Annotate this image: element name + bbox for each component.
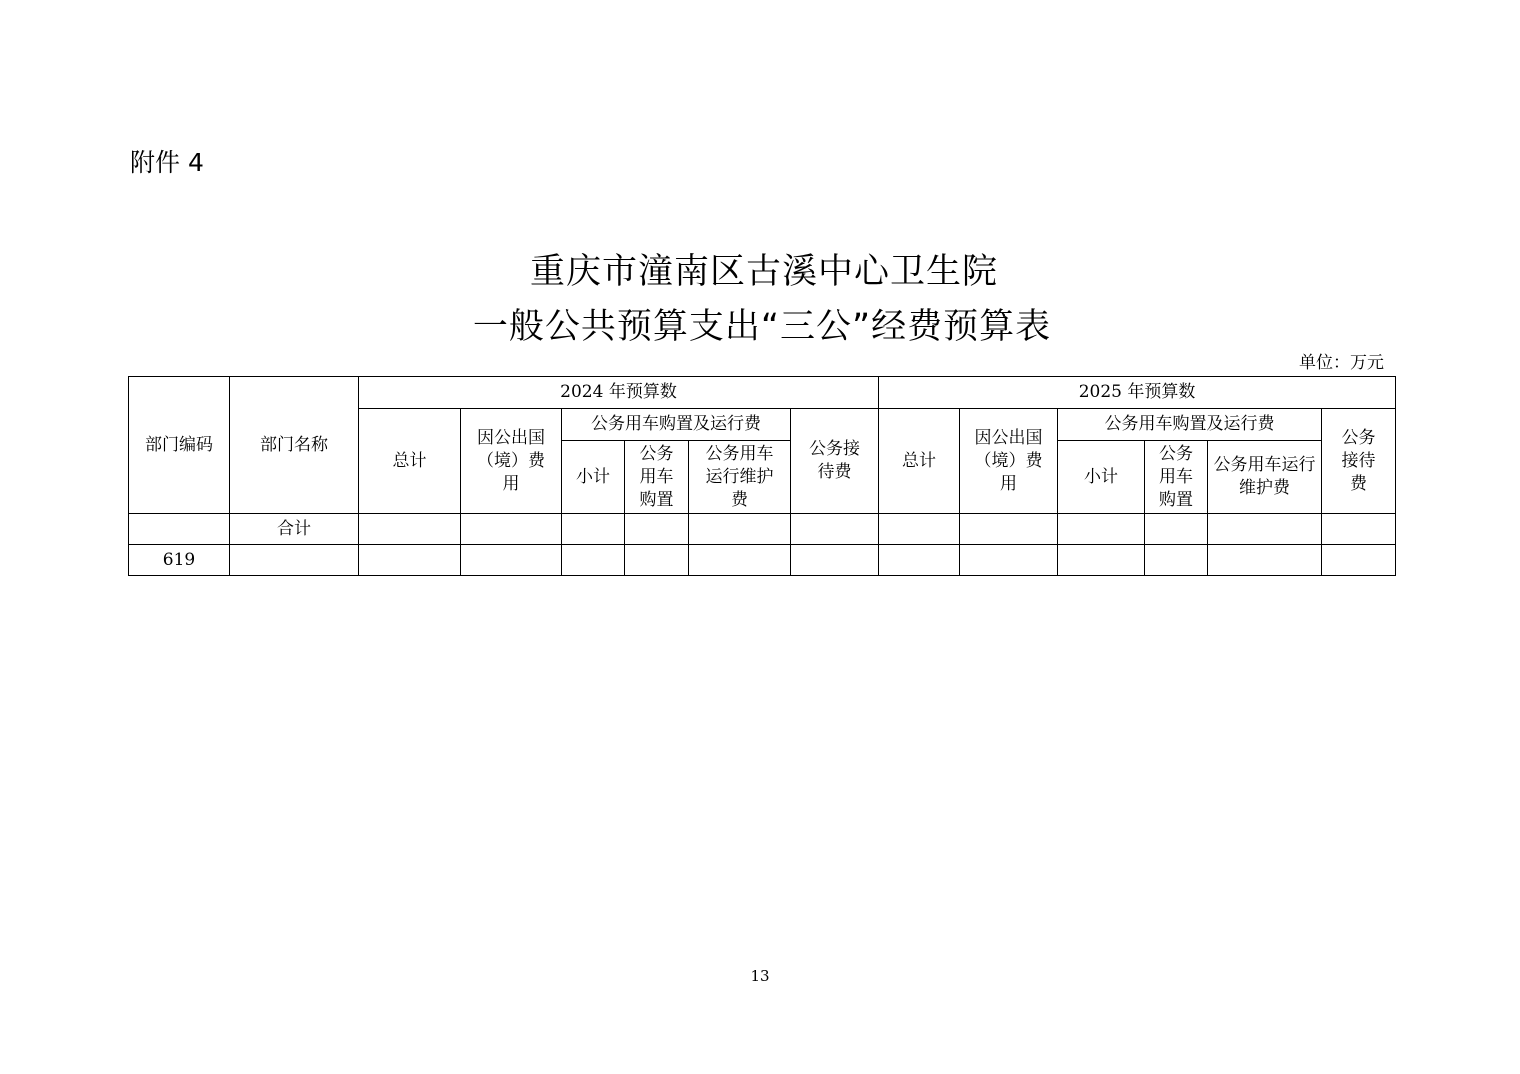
- header-2024-abroad: 因公出国（境）费用: [461, 409, 562, 514]
- table-row: [129, 545, 1396, 576]
- header-2024-vehicle-operation: 公务用车运行维护费: [689, 441, 791, 514]
- document-title-line1: 重庆市潼南区古溪中心卫生院: [529, 252, 998, 292]
- table-cell: [562, 514, 625, 545]
- budget-table: [128, 376, 1396, 576]
- table-cell: [359, 545, 461, 576]
- row-dept-name: 合计: [230, 514, 359, 545]
- header-2025-vehicle-operation: 公务用车运行维护费: [1208, 441, 1322, 514]
- attachment-label: 附件 4: [130, 148, 204, 177]
- table-cell: [1145, 545, 1208, 576]
- header-2025-budget: 2025 年预算数: [879, 377, 1396, 409]
- header-2024-vehicle-group: 公务用车购置及运行费: [562, 409, 791, 441]
- header-2024-subtotal: 小计: [562, 441, 625, 514]
- table-cell: [461, 514, 562, 545]
- row-dept-code: [129, 514, 230, 545]
- header-2025-vehicle-group: 公务用车购置及运行费: [1058, 409, 1322, 441]
- table-cell: [689, 545, 791, 576]
- row-dept-code: 619: [129, 545, 230, 576]
- table-cell: [562, 545, 625, 576]
- header-2024-reception: 公务接待费: [791, 409, 879, 514]
- header-2024-total: 总计: [359, 409, 461, 514]
- table-cell: [960, 514, 1058, 545]
- table-cell: [879, 545, 960, 576]
- header-2024-budget: 2024 年预算数: [359, 377, 879, 409]
- header-2025-subtotal: 小计: [1058, 441, 1145, 514]
- table-cell: [1208, 514, 1322, 545]
- table-row: [129, 514, 1396, 545]
- table-cell: [625, 545, 689, 576]
- page-number: 13: [750, 967, 770, 985]
- table-cell: [1145, 514, 1208, 545]
- row-dept-name: [230, 545, 359, 576]
- header-dept-name: 部门名称: [230, 377, 359, 514]
- table-cell: [1208, 545, 1322, 576]
- table-cell: [625, 514, 689, 545]
- document-title-line2: 一般公共预算支出“三公”经费预算表: [472, 307, 1052, 347]
- header-2025-reception: 公务接待费: [1322, 409, 1396, 514]
- header-2025-vehicle-purchase: 公务用车购置: [1145, 441, 1208, 514]
- table-cell: [689, 514, 791, 545]
- table-cell: [1058, 514, 1145, 545]
- table-cell: [1058, 545, 1145, 576]
- table-cell: [879, 514, 960, 545]
- table-cell: [960, 545, 1058, 576]
- table-cell: [1322, 545, 1396, 576]
- header-dept-code: 部门编码: [129, 377, 230, 514]
- table-cell: [359, 514, 461, 545]
- table-cell: [791, 545, 879, 576]
- table-cell: [791, 514, 879, 545]
- header-2024-vehicle-purchase: 公务用车购置: [625, 441, 689, 514]
- table-cell: [1322, 514, 1396, 545]
- header-2025-abroad: 因公出国（境）费用: [960, 409, 1058, 514]
- unit-label: 单位：万元: [1299, 353, 1384, 373]
- header-2025-total: 总计: [879, 409, 960, 514]
- table-cell: [461, 545, 562, 576]
